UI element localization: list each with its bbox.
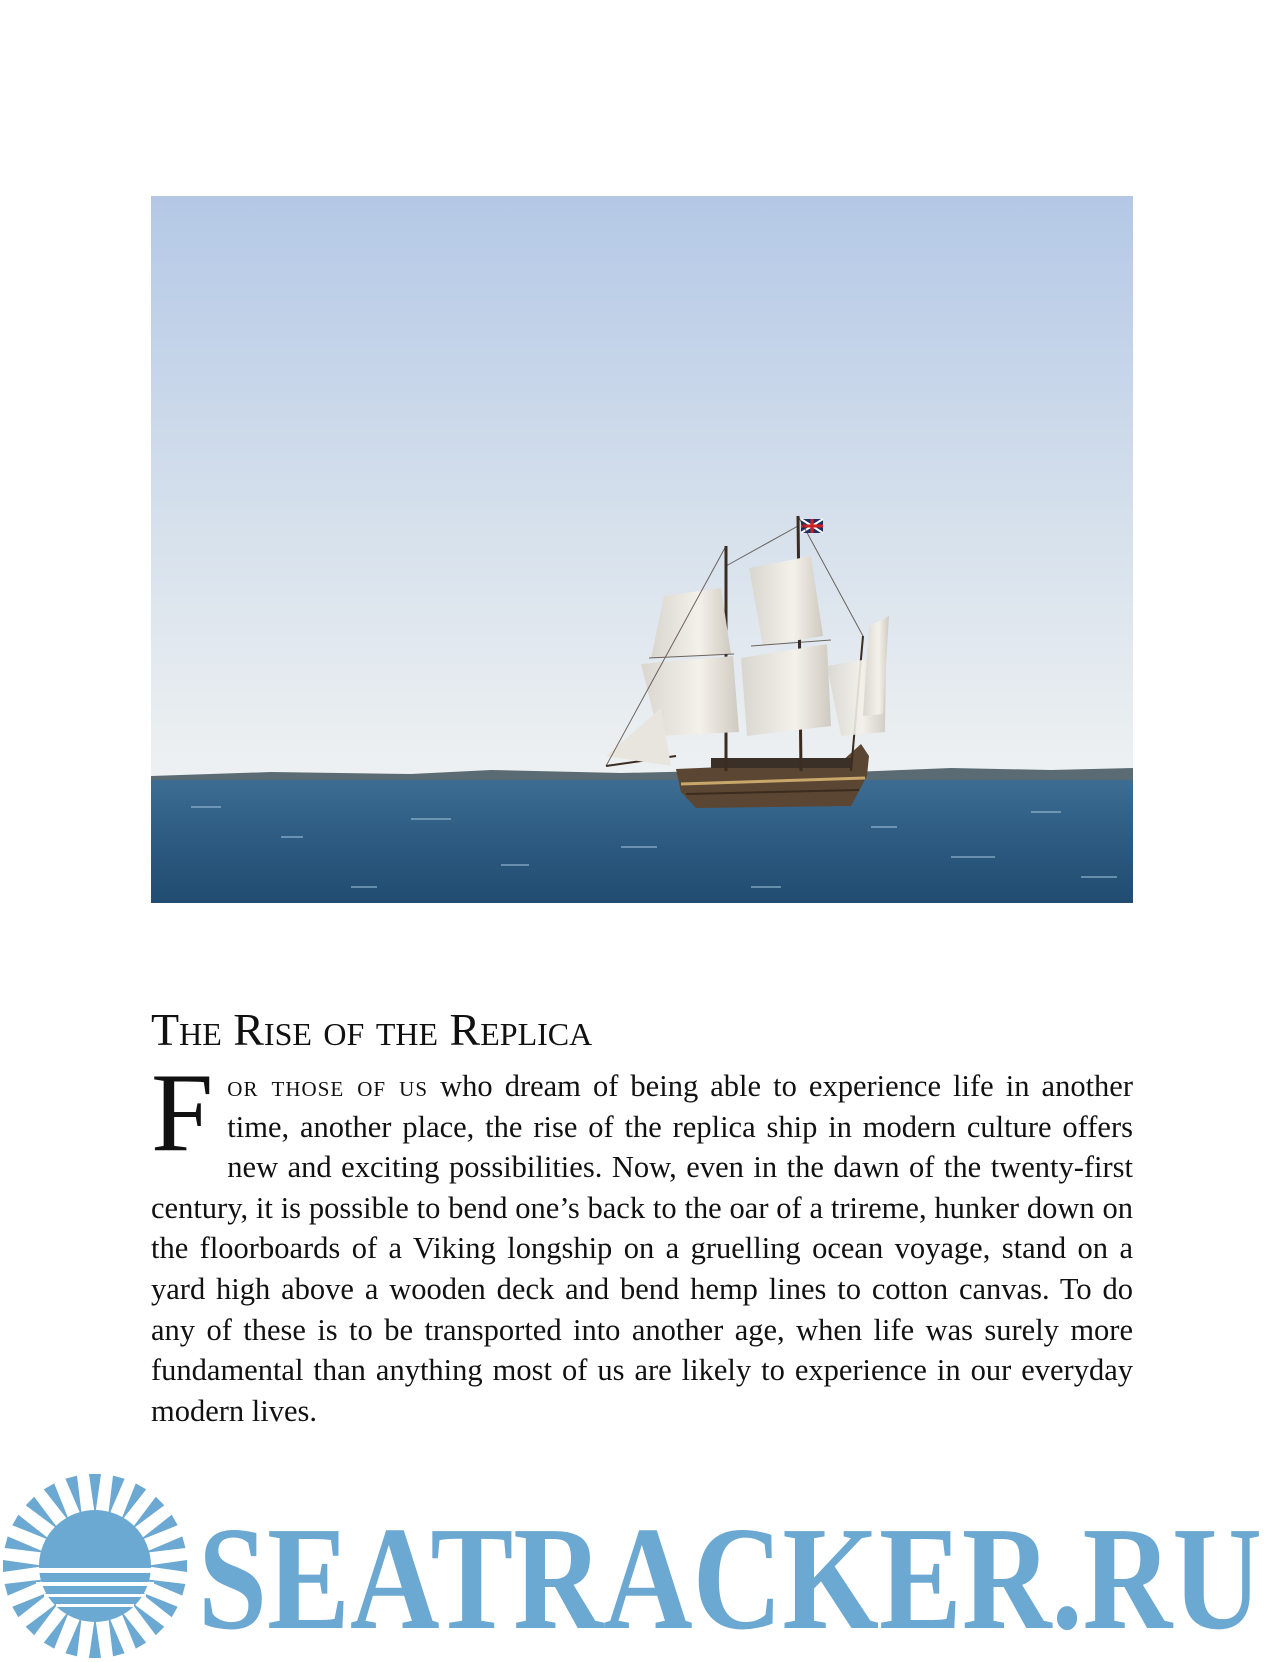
drop-cap: F bbox=[151, 1051, 214, 1175]
watermark-text bbox=[196, 1470, 1266, 1655]
sun-icon bbox=[0, 1470, 200, 1662]
body-paragraph: who dream of being able to experience life in another time, another place, the rise of the replica ship in modern culture offers new and exciting possibilities. Now, even in the dawn of the twenty-first century, it is possible to bend one’s back to the oar of a trireme, hunker down on the floorboards of a Viking longship on a gruelling ocean voyage, stand on a yard high above a wooden deck and bend hemp lines to cotton canvas. To do any of these is to be transported into another age, when life was surely more fundamental than anything most of us are likely to experience in our everyday modern lives. bbox=[151, 1069, 1134, 1428]
article-title: The Rise of the Replica bbox=[151, 1004, 593, 1055]
watermark bbox=[0, 1470, 1284, 1662]
ship-photo bbox=[151, 196, 1133, 903]
article-body bbox=[151, 1051, 1134, 1431]
lead-in-text: or those of us bbox=[227, 1069, 429, 1103]
watermark-label: SEATRACKER.RU bbox=[198, 1497, 1262, 1655]
